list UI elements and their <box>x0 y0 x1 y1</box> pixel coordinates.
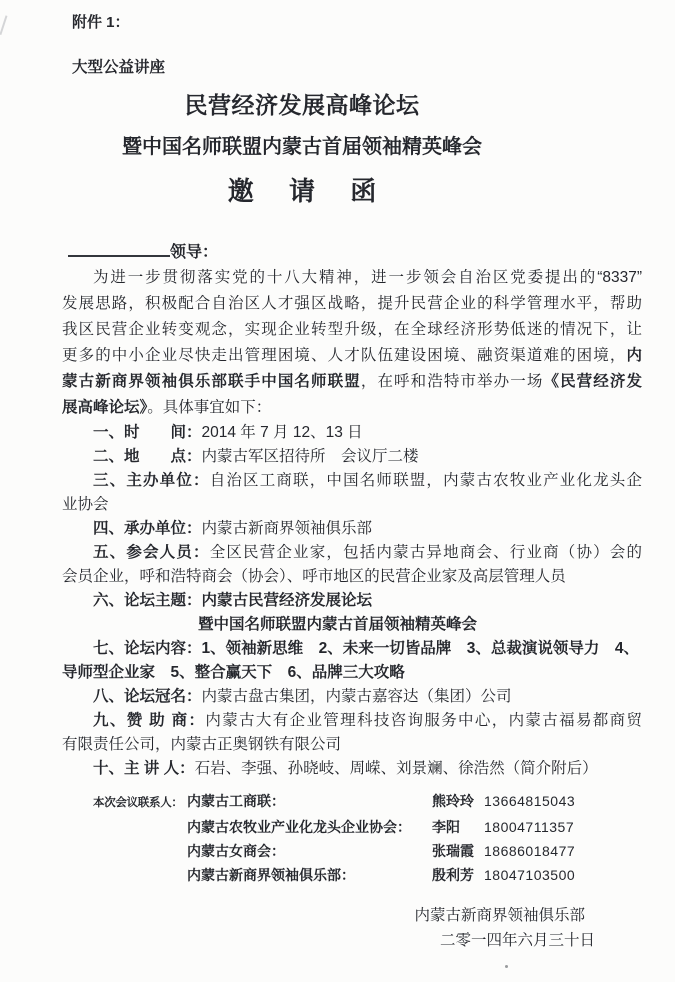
intro-line-1 <box>62 265 642 291</box>
item-forum-theme-value-1: 内蒙古民营经济发展论坛 <box>201 592 373 609</box>
contact-org: 内蒙古新商界领袖俱乐部： <box>187 867 355 883</box>
item-undertaker <box>62 517 642 541</box>
contact-org: 内蒙古工商联： <box>187 793 285 809</box>
intro-line-6-text: 。具体事宜如下： <box>147 399 272 416</box>
item-participants-label: 五、参会人员： <box>93 544 210 561</box>
forum-name-bold-start: 《民营经济发 <box>543 373 642 390</box>
scan-dot-artifact <box>505 965 508 968</box>
item-forum-content-line-1 <box>62 637 642 661</box>
item-sponsors-value-1: 内蒙古大有企业管理科技咨询服务中心，内蒙古福易都商贸 <box>205 712 642 729</box>
item-time-value: 2014 年 7 月 12、13 日 <box>201 424 363 441</box>
item-organizer-label: 三、主办单位： <box>93 472 210 489</box>
intro-line-2 <box>62 291 642 317</box>
item-forum-content-value-2: 导师型企业家 5、整合赢天下 6、品牌三大攻略 <box>62 664 405 681</box>
signature-org-line <box>62 903 595 928</box>
contact-phone: 18047103500 <box>484 867 576 883</box>
item-forum-content-line-2 <box>62 661 642 685</box>
contact-person: 李阳 <box>432 819 460 835</box>
item-speakers <box>62 757 642 781</box>
item-participants-line-1 <box>62 541 642 565</box>
intro-line-5-text: ，在呼和浩特市举办一场 <box>360 373 544 390</box>
salutation-blank-line <box>68 238 170 257</box>
item-speakers-label: 十、主 讲 人： <box>93 760 195 777</box>
item-forum-naming-value: 内蒙古盘古集团，内蒙古嘉容达（集团）公司 <box>201 688 512 705</box>
contact-row <box>93 863 642 887</box>
intro-line-5 <box>62 369 642 395</box>
contact-org: 内蒙古农牧业产业化龙头企业协会： <box>187 819 411 835</box>
attachment-label: 附件 1： <box>72 14 130 31</box>
contact-row <box>93 815 642 839</box>
detail-items <box>62 421 642 781</box>
item-forum-naming-label: 八、论坛冠名： <box>93 688 202 705</box>
heading-block <box>62 88 542 210</box>
item-time-label: 一、时 间： <box>93 424 202 441</box>
item-forum-theme-label: 六、论坛主题： <box>93 592 202 609</box>
item-forum-content-value-1: 1、领袖新思维 2、未来一切皆品牌 3、总裁演说领导力 4、 <box>201 640 639 657</box>
intro-line-4-text: 更多的中小企业尽快走出管理困境、人才队伍建设困境、融资渠道难的困境， <box>62 347 627 364</box>
intro-line-3-text: 我区民营企业转变观念，实现企业转型升级，在全球经济形势低迷的情况下，让 <box>62 321 642 338</box>
forum-title: 民营经济发展高峰论坛 <box>184 92 420 118</box>
item-organizer-value-2: 业协会 <box>62 496 109 513</box>
item-location <box>62 445 642 469</box>
item-sponsors-value-2: 有限责任公司，内蒙古正奥钢铁有限公司 <box>62 736 342 753</box>
item-participants-value-2: 会员企业，呼和浩特商会（协会）、呼市地区的民营企业家及高层管理人员 <box>62 568 566 585</box>
intro-line-4-bold: 内 <box>626 347 642 364</box>
contact-org: 内蒙古女商会： <box>187 843 285 859</box>
item-forum-content-label: 七、论坛内容： <box>93 640 202 657</box>
item-participants-line-2 <box>62 565 642 589</box>
intro-line-1-text: 为进一步贯彻落实党的十八大精神，进一步领会自治区党委提出的“8337” <box>93 269 642 286</box>
contact-person: 熊玲玲 <box>432 793 474 809</box>
item-sponsors-line-1 <box>62 709 642 733</box>
contacts-heading-spacer <box>93 863 187 887</box>
item-undertaker-value: 内蒙古新商界领袖俱乐部 <box>201 520 373 537</box>
intro-line-2-text: 发展思路，积极配合自治区人才强区战略，提升民营企业的科学管理水平，帮助 <box>62 295 642 312</box>
signature-date-line <box>62 928 595 953</box>
item-organizer-line-1 <box>62 469 642 493</box>
intro-line-3 <box>62 317 642 343</box>
contact-person: 张瑞霞 <box>432 843 474 859</box>
item-participants-value-1: 全区民营企业家，包括内蒙古异地商会、行业商（协）会的 <box>209 544 642 561</box>
club-alliance-bold: 蒙古新商界领袖俱乐部联手中国名师联盟 <box>62 373 361 390</box>
contact-row <box>93 839 642 863</box>
item-speakers-value: 石岩、李强、孙晓岐、周嵘、刘景斓、徐浩然（简介附后） <box>194 760 598 777</box>
contact-row <box>93 789 642 815</box>
contact-phone: 13664815043 <box>484 793 576 809</box>
intro-line-6 <box>62 395 642 421</box>
contact-phone: 18686018477 <box>484 843 576 859</box>
item-forum-naming <box>62 685 642 709</box>
item-time <box>62 421 642 445</box>
event-type-label: 大型公益讲座 <box>72 59 166 76</box>
signature-date: 二零一四年六月三十日 <box>439 932 595 949</box>
salutation-line <box>68 238 642 265</box>
intro-paragraph <box>62 265 642 421</box>
item-sponsors-line-2 <box>62 733 642 757</box>
forum-subtitle: 暨中国名师联盟内蒙古首届领袖精英峰会 <box>122 136 482 158</box>
document-page <box>0 12 675 953</box>
contacts-block <box>93 789 642 887</box>
contacts-heading-spacer <box>93 815 187 839</box>
signature-block <box>62 903 642 953</box>
contact-person: 殷利芳 <box>432 867 474 883</box>
item-sponsors-label: 九、赞 助 商： <box>93 712 206 729</box>
item-location-value: 内蒙古军区招待所 会议厅二楼 <box>201 448 419 465</box>
item-forum-theme-line-1 <box>62 589 642 613</box>
forum-name-bold-end: 展高峰论坛》 <box>62 399 148 416</box>
salutation-addressee: 领导： <box>170 244 219 261</box>
invitation-title: 邀 请 函 <box>227 176 391 206</box>
item-organizer-line-2 <box>62 493 642 517</box>
intro-line-4 <box>62 343 642 369</box>
item-forum-theme-value-2: 暨中国名师联盟内蒙古首届领袖精英峰会 <box>198 616 478 633</box>
item-undertaker-label: 四、承办单位： <box>93 520 202 537</box>
contacts-heading: 本次会议联系人： <box>93 797 183 809</box>
contacts-heading-spacer <box>93 839 187 863</box>
item-organizer-value-1: 自治区工商联，中国名师联盟，内蒙古农牧业产业化龙头企 <box>209 472 642 489</box>
item-forum-theme-line-2 <box>198 613 642 637</box>
signature-org: 内蒙古新商界领袖俱乐部 <box>414 907 585 924</box>
contact-phone: 18004711357 <box>484 819 575 835</box>
item-location-label: 二、地 点： <box>93 448 202 465</box>
